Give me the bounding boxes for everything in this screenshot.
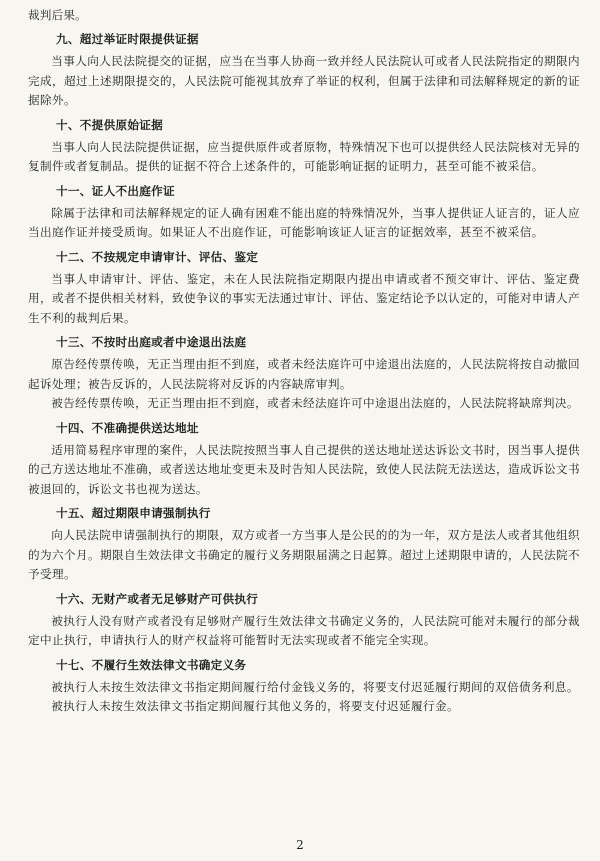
section-heading: 十一、证人不出庭作证 <box>56 183 175 198</box>
page-number: 2 <box>296 838 304 852</box>
section-paragraph: 适用简易程序审理的案件，人民法院按照当事人自己提供的送达地址送达诉讼文书时，因当事人提供的己方送达地址不准确，或者送达地址变更未及时告知人民法院，致使人民法院无法送达，造成诉讼文书被退回的，诉讼文书也视为送达。 <box>28 442 580 496</box>
section-heading: 十六、无财产或者无足够财产可供执行 <box>56 591 259 606</box>
section <box>28 182 580 243</box>
section <box>28 419 580 500</box>
section-heading: 十、不提供原始证据 <box>56 117 164 132</box>
section-paragraph: 被告经传票传唤，无正当理由拒不到庭，或者未经法庭许可中途退出法庭的，人民法院将缺席判决。 <box>51 396 579 410</box>
document-body <box>28 6 580 722</box>
section-heading: 十三、不按时出庭或者中途退出法庭 <box>56 335 247 349</box>
section-heading: 九、超过举证时限提供证据 <box>56 32 199 46</box>
section-paragraph: 被执行人没有财产或者没有足够财产履行生效法律文书确定义务的，人民法院可能对未履行的部分裁定中止执行，申请执行人的财产权益将可能暂时无法实现或者不能完全实现。 <box>28 613 580 647</box>
section <box>28 590 580 651</box>
section <box>28 504 580 585</box>
section-paragraph: 向人民法院申请强制执行的期限，双方或者一方当事人是公民的的为一年，双方是法人或者其他组织的为六个月。期限自生效法律文书确定的履行义务期限届满之日起算。超过上述期限申请的，人民法院不予受理。 <box>28 528 580 581</box>
section <box>28 116 580 177</box>
sections-container <box>28 30 580 717</box>
section-heading: 十二、不按规定申请审计、评估、鉴定 <box>56 249 259 264</box>
section-heading: 十五、超过期限申请强制执行 <box>56 506 211 520</box>
section-paragraph: 当事人向人民法院提供证据，应当提供原件或者原物，特殊情况下也可以提供经人民法院核对无异的复制件或者复制品。提供的证据不符合上述条件的，可能影响证据的证明力，甚至可能不被采信。 <box>28 139 580 173</box>
section <box>28 333 580 414</box>
section <box>28 248 580 329</box>
section-paragraph: 被执行人未按生效法律文书指定期间履行其他义务的，将要支付迟延履行金。 <box>51 699 459 713</box>
section-paragraph: 被执行人未按生效法律文书指定期间履行给付金钱义务的，将要支付迟延履行期间的双倍债务利息。 <box>51 679 579 694</box>
section-paragraph: 除属于法律和司法解释规定的证人确有困难不能出庭的特殊情况外，当事人提供证人证言的，证人应当出庭作证并接受质询。如果证人不出庭作证，可能影响该证人证言的证据效率，甚至不被采信。 <box>28 205 580 239</box>
section-heading: 十四、不准确提供送达地址 <box>56 420 199 435</box>
section <box>28 656 580 717</box>
section <box>28 30 580 111</box>
section-paragraph: 当事人向人民法院提交的证据，应当在当事人协商一致并经人民法院认可或者人民法院指定的期限内完成，超过上述期限提交的，人民法院可能视其放弃了举证的权利，但属于法律和司法解释规定的新的证据除外。 <box>28 54 580 107</box>
section-paragraph: 当事人申请审计、评估、鉴定，未在人民法院指定期限内提出申请或者不预交审计、评估、鉴定费用，或者不提供相关材料，致使争议的事实无法通过审计、评估、鉴定结论予以认定的，可能对申请人产生不利的裁判后果。 <box>28 271 580 325</box>
lead-text: 裁判后果。 <box>28 8 87 22</box>
section-heading: 十七、不履行生效法律文书确定义务 <box>56 657 247 672</box>
section-paragraph: 原告经传票传唤，无正当理由拒不到庭，或者未经法庭许可中途退出法庭的，人民法院将按自动撤回起诉处理；被告反诉的，人民法院将对反诉的内容缺席审判。 <box>28 357 580 391</box>
